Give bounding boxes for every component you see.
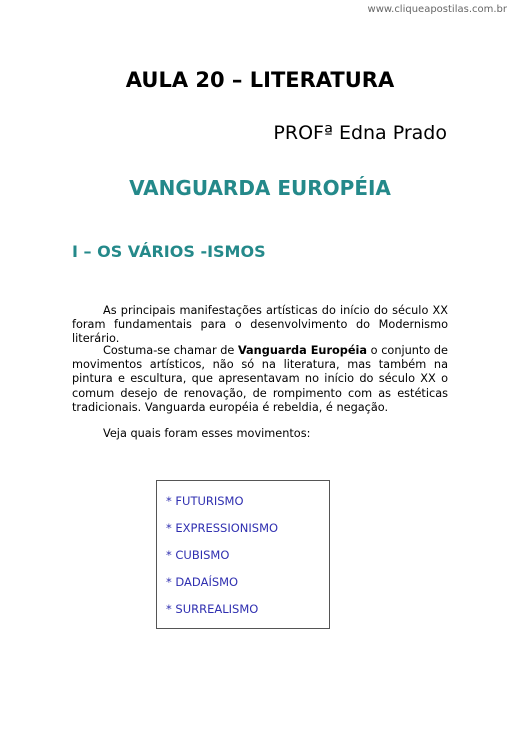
movement-item-expressionismo: * EXPRESSIONISMO	[166, 521, 279, 535]
section-title: VANGUARDA EUROPÉIA	[129, 176, 391, 200]
paragraph-definition-rest: o conjunto de movimentos artísticos, não só na literatura, mas também na pintura e escultura, que apresentavam no início do século XX o comum desejo de renovação, de rompimento com as estéticas tradicionais. Vanguarda européia é rebeldia, é negação.	[72, 344, 449, 414]
paragraph-intro-text: As principais manifestações artísticas do início do século XX foram fundamentais para o desenvolvimento do Modernismo literário.	[72, 304, 448, 346]
movement-item-cubismo: * CUBISMO	[166, 548, 230, 562]
movements-list-box	[156, 480, 330, 629]
page-title: AULA 20 – LITERATURA	[125, 68, 395, 92]
term-vanguarda-europeia: Vanguarda Européia	[237, 344, 368, 357]
movement-item-dadaismo: * DADAÍSMO	[166, 575, 239, 589]
paragraph-definition	[72, 344, 448, 415]
paragraph-lead-in	[72, 427, 448, 441]
movement-item-surrealismo: * SURREALISMO	[166, 602, 259, 616]
paragraph-intro	[72, 304, 448, 347]
author-name: PROFª Edna Prado	[273, 122, 447, 144]
subsection-title: I – OS VÁRIOS -ISMOS	[72, 242, 266, 261]
paragraph-lead-in-text: Veja quais foram esses movimentos:	[103, 427, 311, 440]
paragraph-definition-start: Costuma-se chamar de	[103, 344, 238, 357]
site-url[interactable]: www.cliqueapostilas.com.br	[367, 4, 507, 15]
movement-item-futurismo: * FUTURISMO	[166, 494, 244, 508]
